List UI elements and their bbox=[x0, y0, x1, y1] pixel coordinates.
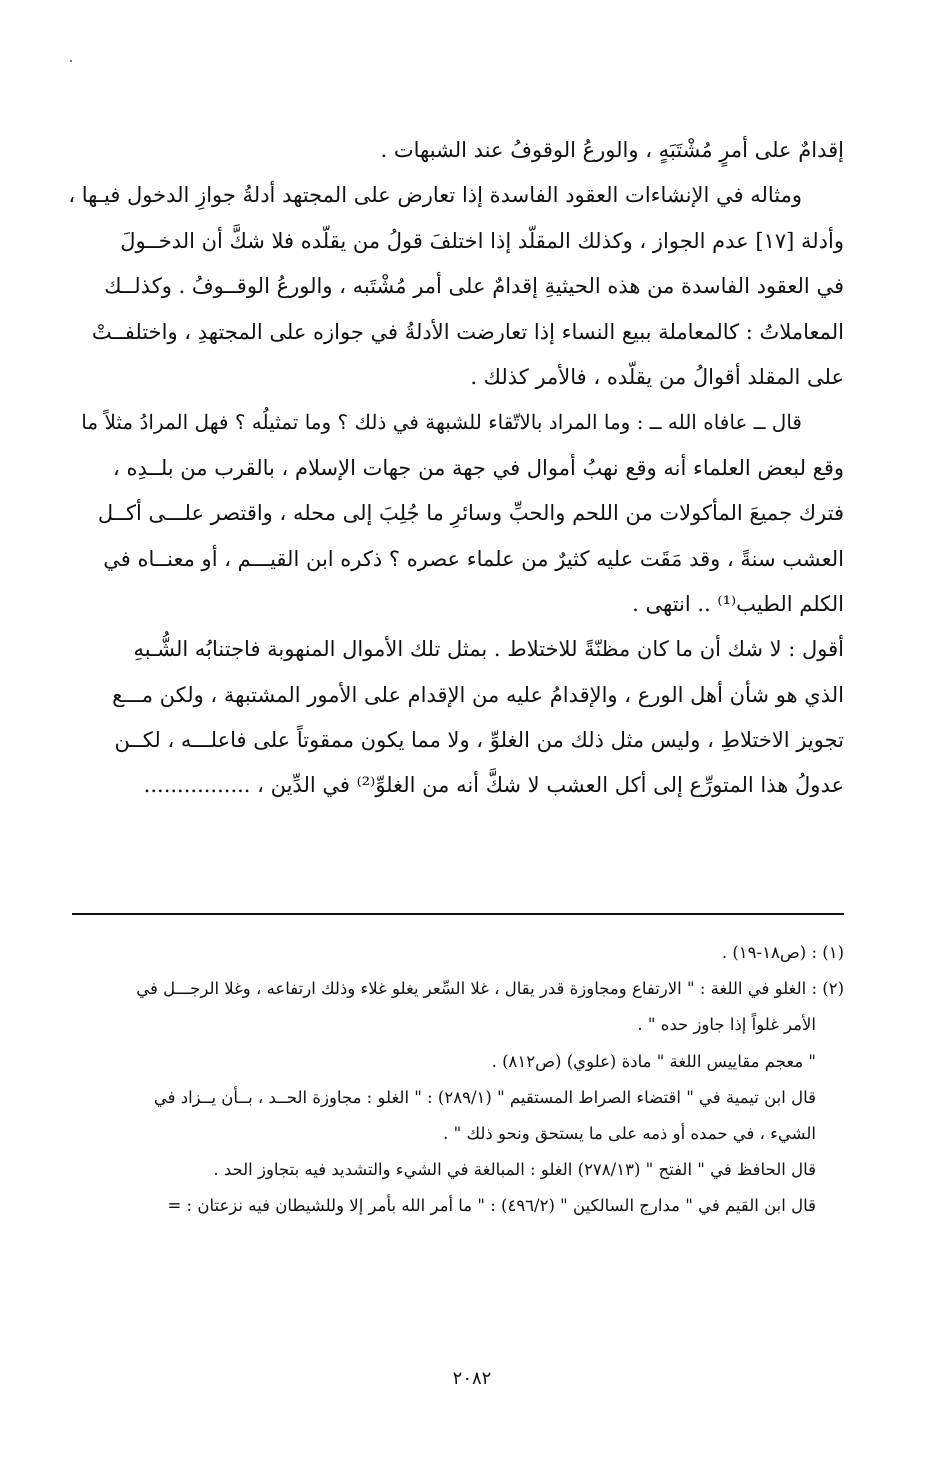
footnote-line: (٢) : الغلو في اللغة : " الارتفاع ومجاوزة قدر يقال ، غلا السِّعر يغلو غلاء وذلك ارتفاعه ، وغلا الرجـــل في bbox=[136, 979, 844, 999]
text-line: وقع لبعض العلماء أنه وقع نهبُ أموال في جهة من جهات الإسلام ، بالقرب من بلــدِه ، bbox=[113, 455, 844, 480]
text-line: العشب سنةً ، وقد مَقَت عليه كثيرٌ من علماء عصره ؟ ذكره ابن القيـــم ، أو معنــاه في bbox=[103, 546, 844, 571]
footnote-line: قال ابن القيم في " مدارج السالكين " (٤٩٦/٢) : " ما أمر الله بأمر إلا وللشيطان فيه نزعتان : = bbox=[167, 1196, 816, 1216]
text-line: إقدامٌ على أمرٍ مُشْتَبَهٍ ، والورعُ الوقوفُ عند الشبهات . bbox=[380, 138, 844, 162]
text-line: الذي هو شأن أهل الورع ، والإقدامُ عليه من الإقدام على الأمور المشتبهة ، ولكن مـــع bbox=[112, 682, 844, 707]
footnote-line: (١) : (ص١٨-١٩) . bbox=[721, 943, 844, 962]
text-line: على المقلد أقوالُ من يقلّده ، فالأمر كذلك . bbox=[470, 364, 844, 389]
text-line: في العقود الفاسدة من هذه الحيثيةِ إقدامٌ على أمر مُشْتَبه ، والورعُ الوقــوفُ . وكذلــك bbox=[104, 274, 844, 299]
footnote-line: الشيء ، في حمده أو ذمه على ما يستحق ونحو ذلك " . bbox=[443, 1123, 816, 1143]
footnote-separator bbox=[72, 913, 844, 915]
footnote-line: الأمر غلواً إذا جاوز حده " . bbox=[637, 1015, 816, 1035]
text-line: وأدلة [١٧] عدم الجواز ، وكذلك المقلّد إذا اختلفَ قولُ من يقلّده فلا شكَّ أن الدخــولَ bbox=[120, 228, 844, 253]
text-line: قال ــ عافاه الله ــ : وما المراد بالاتّقاء للشبهة في ذلك ؟ وما تمثيلُه ؟ فهل المرادُ مثلاً ما bbox=[81, 410, 802, 435]
scan-speck bbox=[70, 60, 72, 62]
page-number: ٢٠٨٢ bbox=[452, 1368, 492, 1389]
text-line: أقول : لا شك أن ما كان مظنّةً للاختلاط . بمثل تلك الأموال المنهوبة فاجتنابُه الشُّـبهِ bbox=[133, 637, 844, 662]
footnote-line: " معجم مقاييس اللغة " مادة (علوي) (ص٨١٢) . bbox=[491, 1051, 816, 1071]
footnote-line: قال الحافظ في " الفتح " (٢٧٨/١٣) الغلو : المبالغة في الشيء والتشديد فيه بتجاوز الحد . bbox=[213, 1160, 816, 1180]
footnotes bbox=[60, 935, 844, 1225]
text-line: تجويز الاختلاطِ ، وليس مثل ذلك من الغلوِّ ، ولا مما يكون ممقوتاً على فاعلـــه ، لكــن bbox=[114, 728, 844, 753]
text-line: الكلم الطيب⁽¹⁾ .. انتهى . bbox=[632, 591, 844, 616]
text-line: المعاملاتُ : كالمعاملة ببيع النساء إذا تعارضت الأدلةُ في جوازه على المجتهدِ ، واختلفــتْ bbox=[91, 319, 844, 344]
text-line: فترك جميعَ المأكولات من اللحم والحبِّ وسائرِ ما جُلِبَ إلى محله ، واقتصر علـــى أكــل bbox=[97, 501, 844, 526]
text-line: ومثاله في الإنشاءات العقود الفاسدة إذا تعارض على المجتهد أدلةُ جوازِ الدخول فيـها ، bbox=[68, 183, 802, 208]
footnote-line: قال ابن تيمية في " اقتضاء الصراط المستقيم " (٢٨٩/١) : " الغلو : مجاوزة الحــد ، بــأن يــزاد في bbox=[153, 1087, 816, 1107]
text-line: عدولُ هذا المتورِّع إلى أكل العشب لا شكَّ أنه من الغلوِّ⁽²⁾ في الدِّين ، ................ bbox=[143, 773, 844, 798]
main-text bbox=[68, 128, 844, 809]
